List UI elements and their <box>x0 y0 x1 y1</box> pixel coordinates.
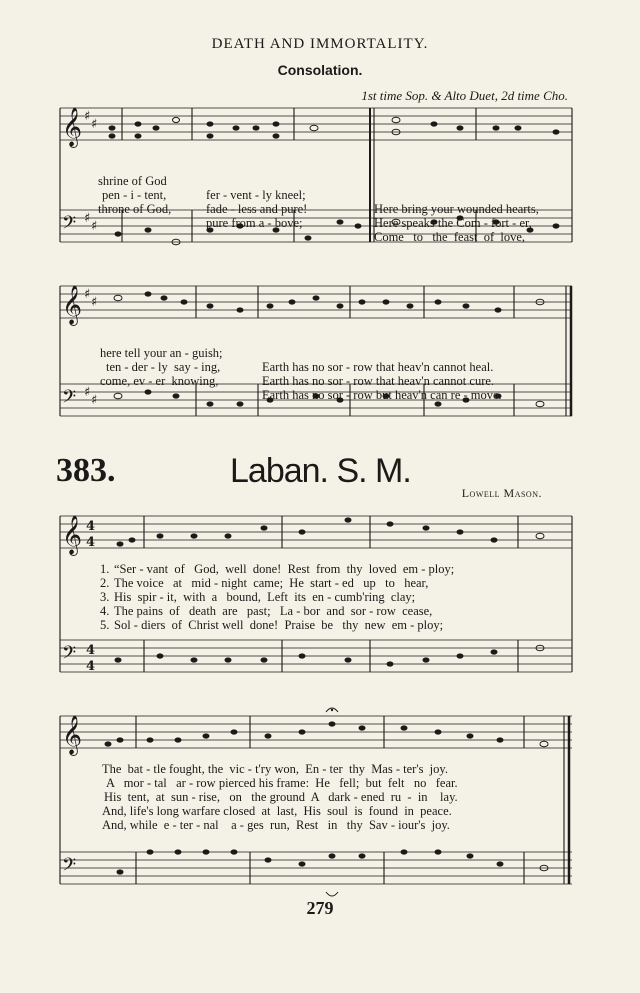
treble-clef-icon: 𝄞 <box>62 515 83 555</box>
bass-clef-icon: 𝄢 <box>62 855 77 880</box>
fermata-icon <box>326 892 338 896</box>
sharp-icon: ♯ <box>91 117 98 132</box>
lyric-fragment: pure from a - bove; <box>206 216 303 230</box>
lyric-line: His tent, at sun - rise, on the ground A dark - ened ru - in lay. <box>104 790 458 804</box>
clefs <box>62 107 97 880</box>
lyric-line: A mor - tal ar - row pierced his frame: He fell; but felt no fear. <box>106 776 458 790</box>
hymn-number: 383. <box>56 452 116 489</box>
lyric-line: The voice at mid - night came; He start - ed up to hear, <box>114 576 429 590</box>
time-signature: 4 <box>86 519 96 534</box>
verse-number: 2. <box>100 576 110 590</box>
treble-staff-383-2 <box>60 716 572 748</box>
treble-staff-383-1 <box>60 516 572 548</box>
verse-number: 3. <box>100 590 110 604</box>
bass-clef-icon: 𝄢 <box>62 643 77 668</box>
treble-staff-382-2 <box>60 286 572 318</box>
time-signature: 4 <box>86 659 96 674</box>
running-head: DEATH AND IMMORTALITY. <box>211 36 429 52</box>
lyric-fragment: shrine of God <box>98 174 167 188</box>
lyric-line: The pains of death are past; La - bor and sor - row cease, <box>114 604 433 618</box>
verse-number: 5. <box>100 618 110 632</box>
lyric-fragment: Earth has no sor - row that heav'n cannot heal. <box>262 360 494 374</box>
lyric-fragment: fade - less and pure! <box>206 202 308 216</box>
sharp-icon: ♯ <box>91 219 98 234</box>
sharp-icon: ♯ <box>84 211 91 226</box>
page-number: 279 <box>306 898 334 918</box>
composer-credit: Lowell Mason. <box>461 486 542 500</box>
sharp-icon: ♯ <box>91 295 98 310</box>
sharp-icon: ♯ <box>84 287 91 302</box>
lyric-fragment: ten - der - ly say - ing, <box>106 360 221 374</box>
sharp-icon: ♯ <box>84 385 91 400</box>
lyric-line: The bat - tle fought, the vic - t'ry won, En - ter thy Mas - ter's joy. <box>102 762 448 776</box>
lyric-fragment: throne of God, <box>98 202 172 216</box>
lyric-fragment: Here speaks the Com - fort - er, <box>374 216 532 230</box>
treble-clef-icon: 𝄞 <box>62 715 83 755</box>
section-subtitle: Consolation. <box>277 62 363 78</box>
performance-direction: 1st time Sop. & Alto Duet, 2d time Cho. <box>361 88 568 103</box>
lyric-line: Sol - diers of Christ well done! Praise be thy new em - ploy; <box>114 618 444 632</box>
bass-clef-icon: 𝄢 <box>62 387 77 412</box>
lyric-fragment: come, ev - er knowing, <box>100 374 219 388</box>
treble-clef-icon: 𝄞 <box>62 285 83 325</box>
lyric-fragment: Come to the feast of love, <box>374 230 526 244</box>
lyric-fragment: Earth has no sor - row but heav'n can re - move. <box>262 388 502 402</box>
time-signature: 4 <box>86 535 96 550</box>
sharp-icon: ♯ <box>84 109 91 124</box>
lyric-fragment: pen - i - tent, <box>102 188 167 202</box>
lyric-fragment: Earth has no sor - row that heav'n cannot cure. <box>262 374 495 388</box>
lyric-fragment: here tell your an - guish; <box>100 346 223 360</box>
verse-number: 1. <box>100 562 110 576</box>
bass-staff-383-1 <box>60 640 572 672</box>
hymn-title: Laban. S. M. <box>230 452 411 490</box>
bass-staff-383-2 <box>60 852 572 884</box>
time-signature: 4 <box>86 643 96 658</box>
lyric-line: And, life's long warfare closed at last, His soul is found in peace. <box>102 804 452 818</box>
lyric-fragment: Here bring your wounded hearts, <box>374 202 539 216</box>
lyric-fragment: fer - vent - ly kneel; <box>206 188 306 202</box>
bass-clef-icon: 𝄢 <box>62 213 77 238</box>
verse-number: 4. <box>100 604 110 618</box>
lyric-line: His spir - it, with a bound, Left its en - cumb'ring clay; <box>114 590 416 604</box>
lyric-line: “Ser - vant of God, well done! Rest from thy loved em - ploy; <box>114 562 455 576</box>
treble-clef-icon: 𝄞 <box>62 107 83 147</box>
sharp-icon: ♯ <box>91 393 98 408</box>
lyric-line: And, while e - ter - nal a - ges run, Rest in thy Sav - iour's joy. <box>102 818 450 832</box>
